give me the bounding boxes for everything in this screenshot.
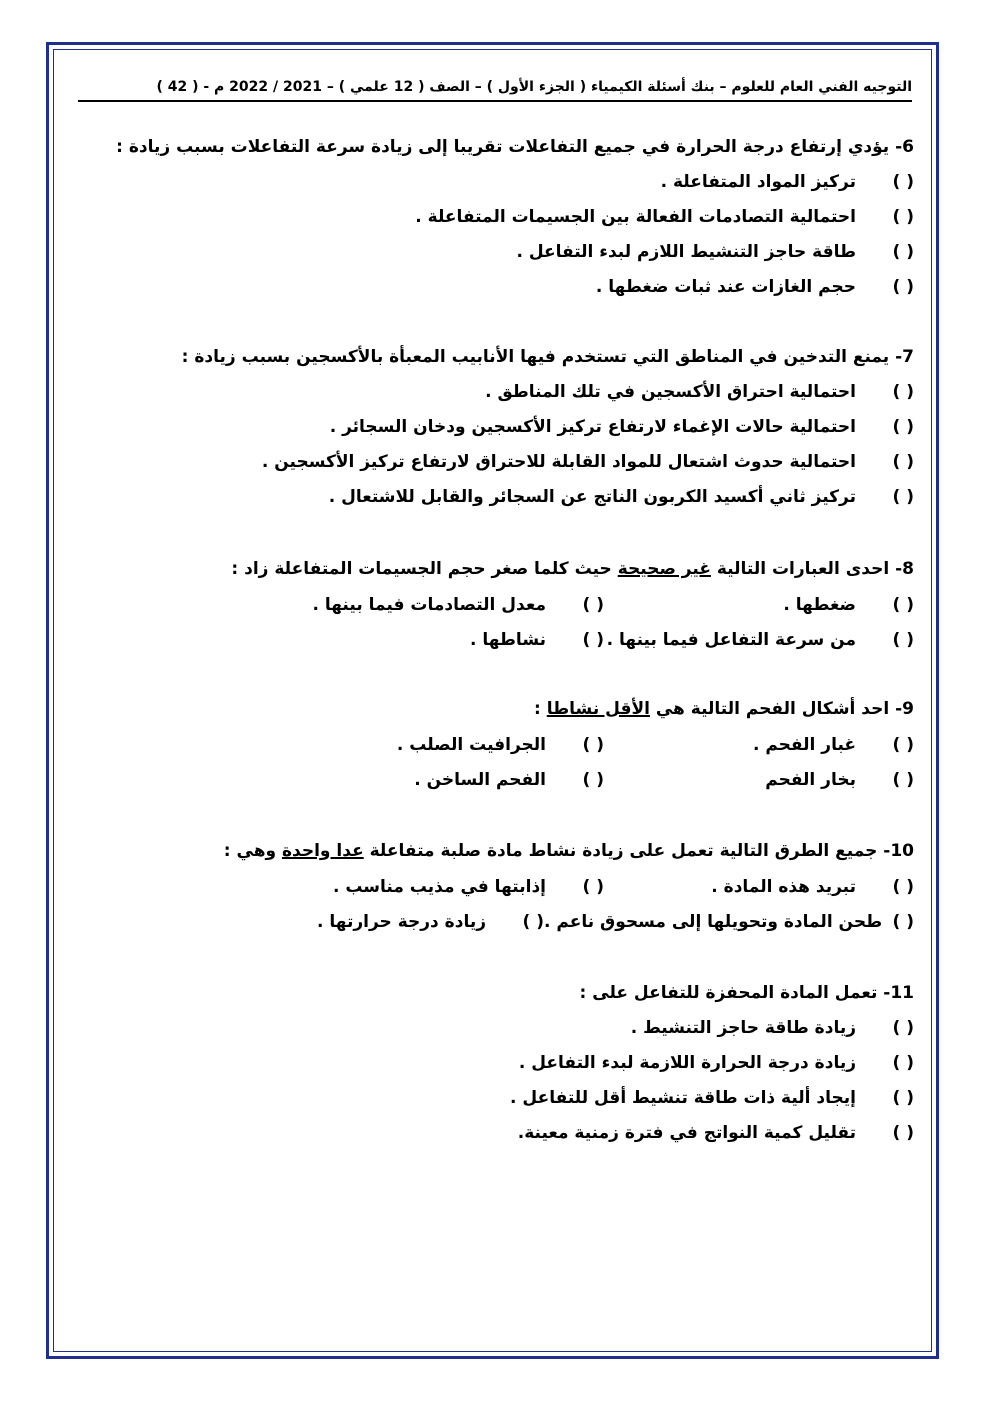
question-6 — [116, 130, 914, 305]
answer-blank[interactable]: ( ) — [892, 207, 914, 227]
answer-blank[interactable]: ( ) — [892, 876, 914, 897]
option-text: من سرعة التفاعل فيما بينها . — [606, 629, 856, 650]
option-text: غبار الفحم . — [752, 734, 856, 755]
answer-blank[interactable]: ( ) — [892, 452, 914, 472]
question-11-option-2[interactable] — [510, 1046, 914, 1081]
option-text: نشاطها . — [469, 629, 546, 650]
answer-blank[interactable]: ( ) — [892, 172, 914, 192]
question-11-option-3[interactable] — [510, 1081, 914, 1116]
question-8-row-1 — [231, 587, 914, 622]
question-7 — [182, 340, 914, 515]
option-text: طاقة حاجز التنشيط اللازم لبدء التفاعل . — [516, 242, 856, 262]
option-text: طحن المادة وتحويلها إلى مسحوق ناعم . — [544, 911, 883, 932]
question-10-row-1 — [224, 869, 914, 904]
question-11 — [510, 976, 914, 1151]
answer-blank[interactable]: ( ) — [892, 1053, 914, 1073]
answer-blank[interactable]: ( ) — [892, 629, 914, 650]
answer-blank[interactable]: ( ) — [892, 1018, 914, 1038]
question-6-stem: 6- يؤدي إرتفاع درجة الحرارة في جميع التفاعلات تقريبا إلى زيادة سرعة التفاعلات بسبب زيادة : — [116, 137, 914, 157]
answer-blank[interactable]: ( ) — [892, 594, 914, 615]
answer-blank[interactable]: ( ) — [582, 876, 604, 897]
option-text: احتمالية التصادمات الفعالة بين الجسيمات المتفاعلة . — [415, 207, 856, 227]
answer-blank[interactable]: ( ) — [582, 734, 604, 755]
question-8 — [231, 552, 914, 657]
answer-blank[interactable]: ( ) — [892, 1088, 914, 1108]
answer-blank[interactable]: ( ) — [892, 382, 914, 402]
header-text: التوجيه الفني العام للعلوم – بنك أسئلة الكيمياء ( الجزء الأول ) – الصف ( 12 علمي ) – 2021 / 2022 م - ( 42 ) — [156, 79, 912, 95]
answer-blank[interactable]: ( ) — [892, 277, 914, 297]
question-8-stem — [231, 552, 914, 587]
option-text: زيادة درجة حرارتها . — [316, 911, 486, 932]
question-9-option-1[interactable] — [604, 735, 914, 755]
stem-text: : — [534, 699, 541, 719]
answer-blank[interactable]: ( ) — [582, 629, 604, 650]
page-header — [78, 74, 912, 102]
option-text: بخار الفحم — [765, 769, 856, 790]
stem-emphasis: الأقل نشاطا — [546, 699, 650, 719]
question-9 — [397, 692, 914, 797]
stem-emphasis: غير صحيحة — [617, 559, 711, 579]
stem-text: 10- جميع الطرق التالية تعمل على زيادة نشاط مادة صلبة متفاعلة — [369, 841, 914, 861]
question-6-option-2[interactable] — [116, 200, 914, 235]
question-10-option-1[interactable] — [604, 877, 914, 897]
answer-blank[interactable]: ( ) — [892, 911, 914, 932]
question-9-option-3[interactable] — [604, 770, 914, 790]
option-text: احتمالية احتراق الأكسجين في تلك المناطق . — [485, 382, 856, 402]
option-text: تقليل كمية النواتج في فترة زمنية معينة. — [517, 1123, 856, 1143]
stem-text: 9- احد أشكال الفحم التالية هي — [655, 699, 914, 719]
question-9-stem — [397, 692, 914, 727]
question-7-option-2[interactable] — [182, 410, 914, 445]
question-10-row-2 — [224, 904, 914, 939]
question-10-option-2[interactable] — [333, 877, 604, 897]
answer-blank[interactable]: ( ) — [582, 769, 604, 790]
stem-text: حيث كلما صغر حجم الجسيمات المتفاعلة زاد : — [231, 559, 612, 579]
option-text: الفحم الساخن . — [414, 769, 546, 790]
question-8-option-3[interactable] — [604, 630, 914, 650]
option-text: تركيز ثاني أكسيد الكربون الناتج عن السجائر والقابل للاشتعال . — [328, 487, 856, 507]
question-11-stem: 11- تعمل المادة المحفزة للتفاعل على : — [579, 983, 914, 1003]
answer-blank[interactable]: ( ) — [522, 911, 544, 932]
option-text: إذابتها في مذيب مناسب . — [332, 876, 546, 897]
question-8-option-4[interactable] — [470, 630, 604, 650]
question-10-option-3[interactable] — [544, 912, 914, 932]
stem-text: وهي : — [223, 841, 277, 861]
question-9-row-2 — [397, 762, 914, 797]
option-text: زيادة درجة الحرارة اللازمة لبدء التفاعل . — [518, 1053, 856, 1073]
stem-emphasis: عدا واحدة — [282, 841, 364, 861]
option-text: حجم الغازات عند ثبات ضغطها . — [595, 277, 856, 297]
question-10 — [224, 834, 914, 939]
question-7-stem: 7- يمنع التدخين في المناطق التي تستخدم فيها الأنابيب المعبأة بالأكسجين بسبب زيادة : — [181, 347, 914, 367]
option-text: زيادة طاقة حاجز التنشيط . — [630, 1018, 856, 1038]
question-9-row-1 — [397, 727, 914, 762]
answer-blank[interactable]: ( ) — [892, 417, 914, 437]
option-text: احتمالية حدوث اشتعال للمواد القابلة للاحتراق لارتفاع تركيز الأكسجين . — [261, 452, 856, 472]
question-11-option-4[interactable] — [510, 1116, 914, 1151]
question-7-option-1[interactable] — [182, 375, 914, 410]
answer-blank[interactable]: ( ) — [892, 487, 914, 507]
question-7-option-4[interactable] — [182, 480, 914, 515]
answer-blank[interactable]: ( ) — [892, 734, 914, 755]
question-8-row-2 — [231, 622, 914, 657]
question-8-option-2[interactable] — [312, 595, 604, 615]
question-6-option-4[interactable] — [116, 270, 914, 305]
option-text: الجرافيت الصلب . — [396, 734, 546, 755]
question-9-option-2[interactable] — [397, 735, 604, 755]
answer-blank[interactable]: ( ) — [582, 594, 604, 615]
answer-blank[interactable]: ( ) — [892, 769, 914, 790]
option-text: إيجاد ألية ذات طاقة تنشيط أقل للتفاعل . — [510, 1088, 856, 1108]
question-9-option-4[interactable] — [414, 770, 604, 790]
answer-blank[interactable]: ( ) — [892, 1123, 914, 1143]
question-7-option-3[interactable] — [182, 445, 914, 480]
answer-blank[interactable]: ( ) — [892, 242, 914, 262]
question-6-option-1[interactable] — [116, 165, 914, 200]
question-8-option-1[interactable] — [604, 595, 914, 615]
option-text: ضغطها . — [783, 594, 856, 615]
question-10-stem — [224, 834, 914, 869]
question-6-option-3[interactable] — [116, 235, 914, 270]
option-text: معدل التصادمات فيما بينها . — [312, 594, 546, 615]
question-10-option-4[interactable] — [317, 912, 544, 932]
option-text: تبريد هذه المادة . — [711, 876, 856, 897]
option-text: احتمالية حالات الإغماء لارتفاع تركيز الأكسجين ودخان السجائر . — [329, 417, 856, 437]
question-11-option-1[interactable] — [510, 1011, 914, 1046]
option-text: تركيز المواد المتفاعلة . — [660, 172, 856, 192]
stem-text: 8- احدى العبارات التالية — [716, 559, 914, 579]
